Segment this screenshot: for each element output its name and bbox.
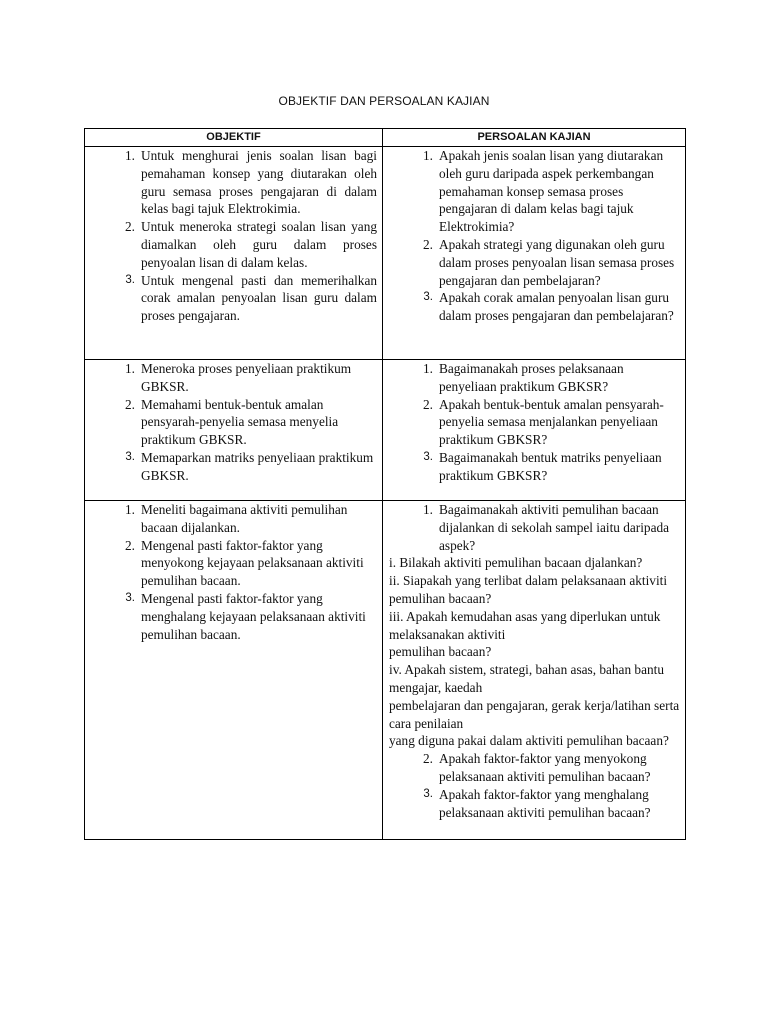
header-row (85, 129, 686, 147)
item-text: Memahami bentuk-bentuk amalan pensyarah-penyelia semasa menyelia praktikum GBKSR. (141, 396, 339, 448)
list-item (389, 289, 680, 325)
item-text: Untuk meneroka strategi soalan lisan yang diamalkan oleh guru dalam proses penyoalan lisan di dalam kelas. (141, 219, 377, 270)
item-text: Mengenal pasti faktor-faktor yang menyokong kejayaan pelaksanaan aktiviti pemulihan bacaan. (141, 537, 364, 589)
item-number: 1. (423, 361, 433, 376)
item-text: Apakah faktor-faktor yang menghalang pelaksanaan aktiviti pemulihan bacaan? (439, 786, 651, 820)
objektif-cell (85, 501, 383, 840)
item-number: 2. (125, 396, 135, 412)
list-item (389, 236, 680, 289)
sub-question: pemulihan bacaan? (389, 644, 492, 660)
list-item (389, 501, 680, 554)
item-number: 1. (125, 148, 135, 163)
item-text: Untuk mengenal pasti dan memerihalkan corak amalan penyoalan lisan guru dalam proses pengajaran. (141, 272, 377, 324)
list-item (91, 590, 377, 643)
item-number: 1. (125, 502, 135, 517)
item-number: 2. (125, 219, 135, 235)
item-number: 3. (423, 787, 433, 800)
item-text: Memaparkan matriks penyeliaan praktikum GBKSR. (141, 449, 374, 483)
list-item (389, 786, 680, 822)
item-number: 3. (125, 591, 135, 604)
sub-question: iv. Apakah sistem, strategi, bahan asas, bahan bantu mengajar, kaedah (389, 662, 664, 695)
item-text: Apakah jenis soalan lisan yang diutarakan oleh guru daripada aspek perkembangan pemahaman konsep semasa proses pengajaran di dalam kelas bagi tajuk Elektrokimia? (439, 148, 664, 235)
list-item (91, 537, 377, 590)
objektif-cell (85, 147, 383, 360)
item-number: 3. (423, 450, 433, 463)
sub-question: yang diguna pakai dalam aktiviti pemulihan bacaan? (389, 733, 669, 749)
objectives-table (84, 128, 686, 840)
item-text: Apakah bentuk-bentuk amalan pensyarah-penyelia semasa menjalankan penyeliaan praktikum GBKSR? (439, 396, 664, 448)
item-number: 1. (423, 502, 433, 517)
item-text: Meneliti bagaimana aktiviti pemulihan bacaan dijalankan. (141, 502, 348, 535)
list-item (389, 449, 680, 485)
item-number: 2. (125, 537, 135, 553)
sub-questions (389, 554, 680, 750)
list-item (389, 147, 680, 236)
list-item (91, 147, 377, 218)
header-objektif: OBJEKTIF (85, 129, 383, 147)
sub-question: i. Bilakah aktiviti pemulihan bacaan djalankan? (389, 555, 643, 571)
item-text: Apakah strategi yang digunakan oleh guru dalam proses penyoalan lisan semasa proses pengajaran dan pembelajaran? (439, 236, 675, 288)
item-text: Bagaimanakah bentuk matriks penyeliaan praktikum GBKSR? (439, 449, 662, 483)
item-number: 2. (423, 236, 433, 252)
item-number: 3. (423, 291, 433, 304)
list-item (91, 449, 377, 485)
list-item (389, 360, 680, 396)
list-item (91, 501, 377, 537)
item-number: 2. (423, 396, 433, 412)
objektif-cell (85, 360, 383, 501)
list-item (389, 396, 680, 449)
item-number: 2. (423, 751, 433, 767)
item-text: Bagaimanakah proses pelaksanaan penyeliaan praktikum GBKSR? (439, 361, 624, 394)
table-row (85, 147, 686, 360)
page-title: OBJEKTIF DAN PERSOALAN KAJIAN (278, 94, 490, 108)
sub-question: ii. Siapakah yang terlibat dalam pelaksanaan aktiviti pemulihan bacaan? (389, 573, 668, 606)
item-number: 3. (125, 273, 135, 286)
item-text: Untuk menghurai jenis soalan lisan bagi pemahaman konsep yang diutarakan oleh guru semasa proses pengajaran di dalam kelas bagi tajuk Elektrokimia. (141, 148, 377, 217)
sub-question: pembelajaran dan pengajaran, gerak kerja/latihan serta cara penilaian (389, 697, 680, 731)
list-item (91, 272, 377, 325)
table-row (85, 501, 686, 840)
persoalan-cell (383, 501, 686, 840)
item-text: Meneroka proses penyeliaan praktikum GBKSR. (141, 361, 352, 394)
item-text: Mengenal pasti faktor-faktor yang menghalang kejayaan pelaksanaan aktiviti pemulihan bacaan. (141, 590, 366, 642)
item-text: Apakah faktor-faktor yang menyokong pelaksanaan aktiviti pemulihan bacaan? (439, 751, 651, 784)
item-number: 1. (423, 148, 433, 163)
persoalan-cell (383, 360, 686, 501)
list-item (91, 360, 377, 396)
persoalan-cell (383, 147, 686, 360)
table-row (85, 360, 686, 501)
item-number: 1. (125, 361, 135, 376)
list-item (91, 396, 377, 449)
list-item (389, 750, 680, 786)
header-persoalan: PERSOALAN KAJIAN (383, 129, 686, 147)
sub-question: iii. Apakah kemudahan asas yang diperlukan untuk melaksanakan aktiviti (389, 608, 661, 642)
list-item (91, 218, 377, 271)
item-number: 3. (125, 450, 135, 463)
item-text: Bagaimanakah aktiviti pemulihan bacaan dijalankan di sekolah sampel iaitu daripada aspek? (439, 502, 670, 553)
item-text: Apakah corak amalan penyoalan lisan guru dalam proses pengajaran dan pembelajaran? (439, 290, 674, 324)
